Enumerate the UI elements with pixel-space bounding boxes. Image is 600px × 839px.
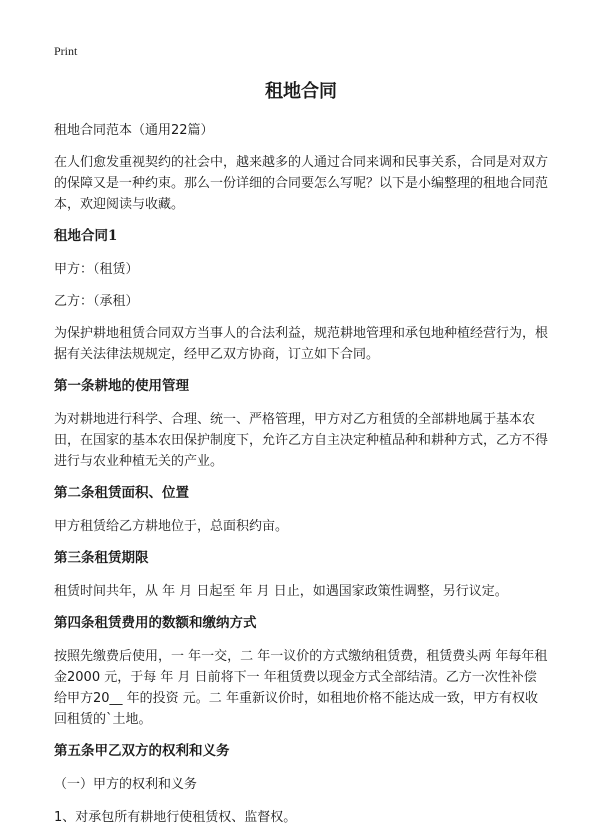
contract-heading: 租地合同1 [54, 228, 118, 244]
article5-item1: 1、对承包所有耕地行使租赁权、监督权。 [54, 810, 297, 825]
article2-heading: 第二条租赁面积、位置 [54, 485, 189, 501]
preamble-paragraph: 为保护耕地租赁合同双方当事人的合法利益，规范耕地管理和承包地种植经营行为，根据有关法律法规规定，经甲乙双方协商，订立如下合同。 [54, 326, 549, 362]
article4-paragraph: 按照先缴费后使用，一 年一交，二 年一议价的方式缴纳租赁费，租赁费头两 年每年租金2000 元，于每 年 月 日前将下一 年租赁费以现金方式全部结清。乙方一次性补偿给甲方20__ 年的投资 元。二 年重新议价时，如租地价格不能达成一致，甲方有权收回租赁的`土地。 [54, 649, 548, 727]
document-subtitle: 租地合同范本（通用22篇） [54, 123, 214, 138]
document-title: 租地合同 [265, 81, 337, 102]
article4-heading: 第四条租赁费用的数额和缴纳方式 [54, 615, 257, 631]
article1-heading: 第一条耕地的使用管理 [54, 378, 189, 394]
intro-paragraph: 在人们愈发重视契约的社会中，越来越多的人通过合同来调和民事关系，合同是对双方的保障又是一种约束。那么一份详细的合同要怎么写呢？以下是小编整理的租地合同范本，欢迎阅读与收藏。 [54, 155, 549, 212]
article1-paragraph: 为对耕地进行科学、合理、统一、严格管理，甲方对乙方租赁的全部耕地属于基本农田，在国家的基本农田保护制度下，允许乙方自主决定种植品种和耕种方式，乙方不得进行与农业种植无关的产业。 [54, 412, 549, 469]
document-body [54, 78, 548, 839]
party-a-line: 甲方：（租赁） [54, 262, 139, 277]
article3-heading: 第三条租赁期限 [54, 550, 149, 566]
article3-paragraph: 租赁时间共年，从 年 月 日起至 年 月 日止，如遇国家政策性调整，另行议定。 [54, 584, 508, 599]
print-link[interactable]: Print [54, 44, 78, 58]
article5-subheading: （一）甲方的权利和义务 [54, 777, 198, 792]
article2-paragraph: 甲方租赁给乙方耕地位于，总面积约亩。 [54, 519, 289, 534]
party-b-line: 乙方：（承租） [54, 294, 139, 309]
article5-heading: 第五条甲乙双方的权利和义务 [54, 743, 230, 759]
